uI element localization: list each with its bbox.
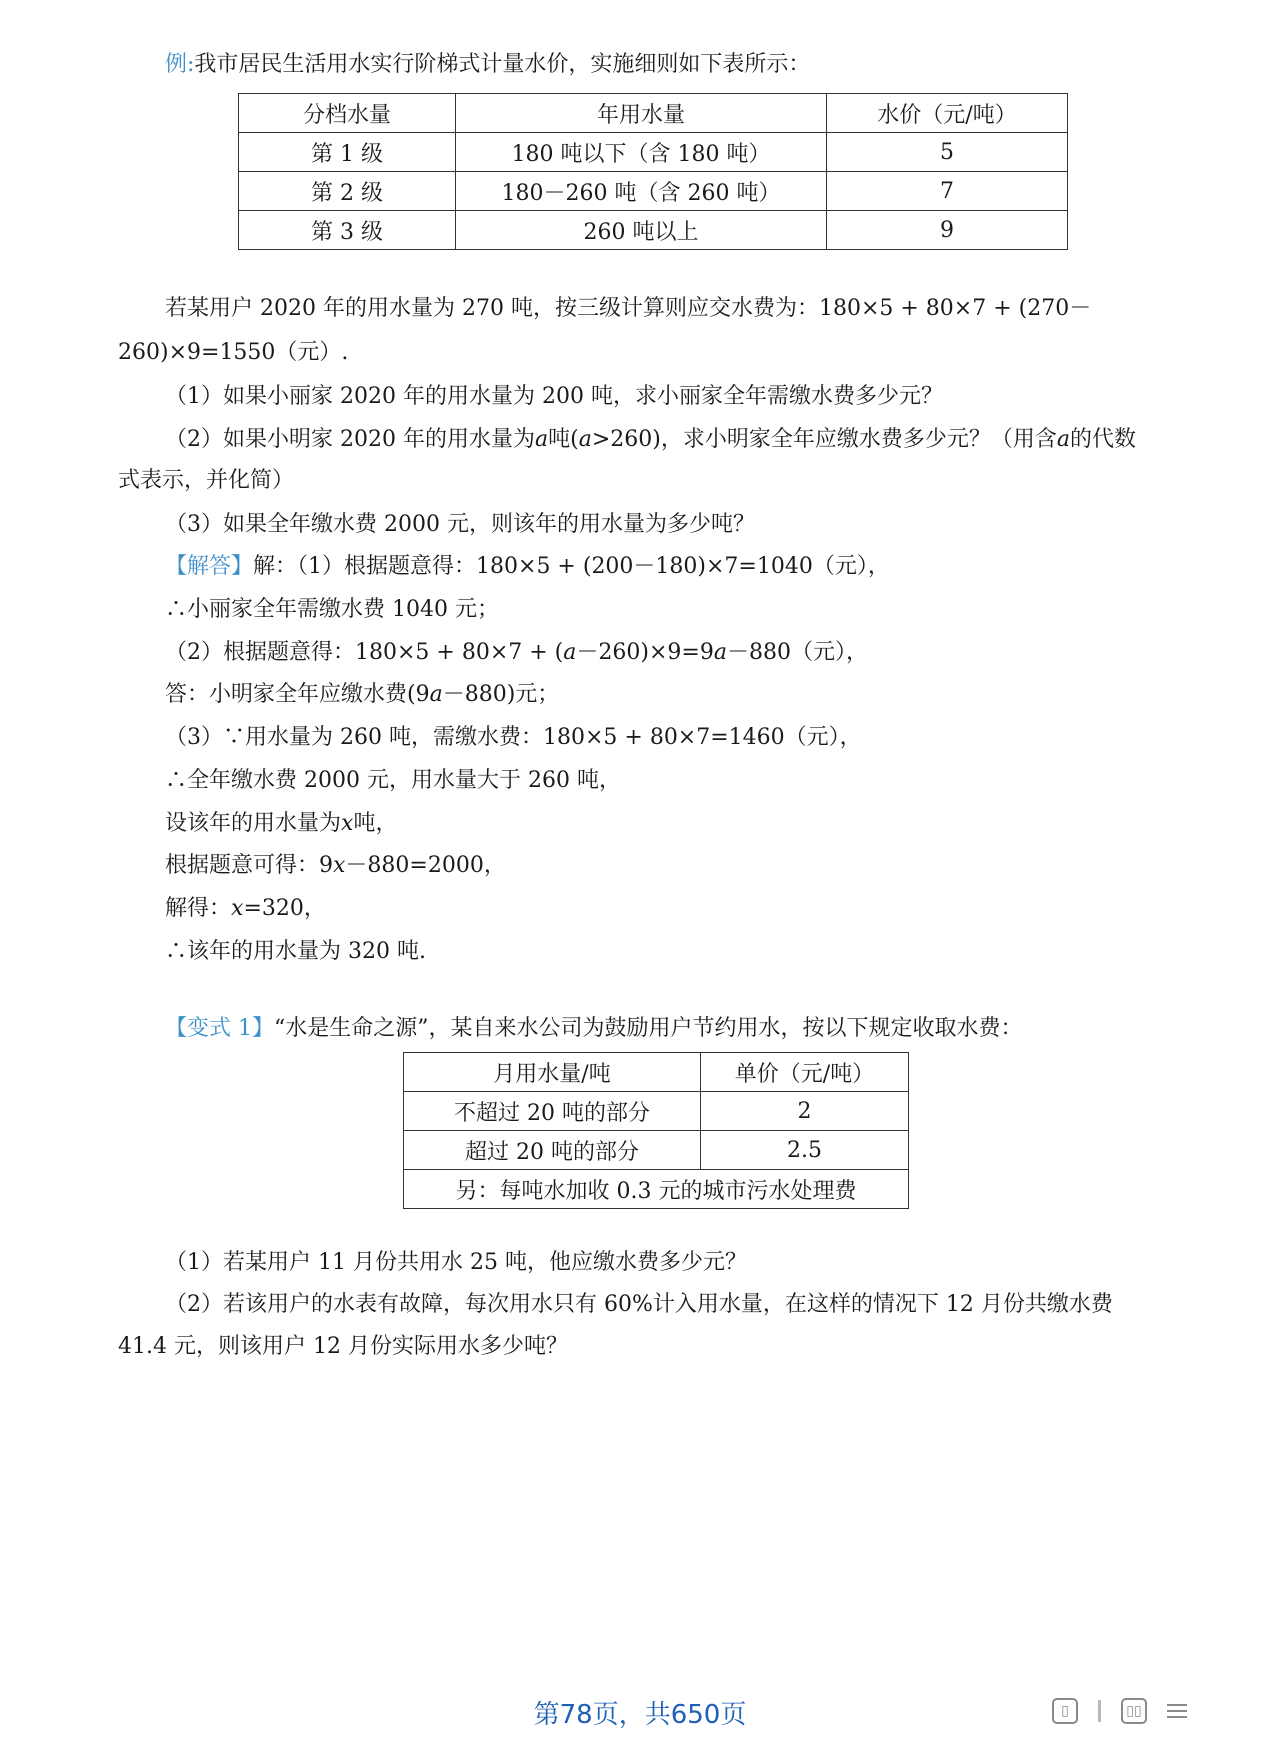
question-1: （1）如果小丽家 2020 年的用水量为 200 吨，求小丽家全年需缴水费多少元？: [165, 384, 943, 409]
question-3: （3）如果全年缴水费 2000 元，则该年的用水量为多少吨？: [165, 512, 755, 537]
table-cell: 260 吨以上: [456, 211, 827, 250]
table-header-cell: 单价（元/吨）: [701, 1053, 909, 1092]
answer-line-9: 解得：x=320，: [165, 896, 326, 921]
page-divider-icon: [1098, 1700, 1101, 1722]
answer-line-3: （2）根据题意得：180×5 + 80×7 + (a－260)×9=9a－880（元），: [165, 640, 868, 665]
variant-label: 【变式 1】: [165, 1016, 274, 1041]
example-paragraph: 若某用户 2020 年的用水量为 270 吨，按三级计算则应交水费为：180×5 + 80×7 + (270－: [165, 296, 1092, 321]
table-cell: 7: [827, 172, 1068, 211]
table-row: [404, 1131, 909, 1170]
single-page-icon[interactable]: ▯: [1052, 1698, 1078, 1724]
answer-line-5: （3）∵用水量为 260 吨，需缴水费：180×5 + 80×7=1460（元），: [165, 725, 862, 750]
page-indicator: 第78页，共650页: [533, 1699, 747, 1730]
table-cell: 9: [827, 211, 1068, 250]
table-cell: 5: [827, 133, 1068, 172]
variant-question-1: （1）若某用户 11 月份共用水 25 吨，他应缴水费多少元？: [165, 1250, 747, 1275]
variant-question-2-cont: 41.4 元，则该用户 12 月份实际用水多少吨？: [118, 1334, 568, 1359]
table-row: [239, 133, 1068, 172]
question-2-cont: 式表示，并化简）: [118, 468, 295, 493]
answer-label: 【解答】: [165, 554, 254, 579]
table-header-row: [239, 94, 1068, 133]
answer-line-4: 答：小明家全年应缴水费(9a－880)元；: [165, 682, 560, 707]
table-header-row: [404, 1053, 909, 1092]
table-cell: 2: [701, 1092, 909, 1131]
table-cell: 第 2 级: [239, 172, 456, 211]
question-2: （2）如果小明家 2020 年的用水量为a吨(a>260)，求小明家全年应缴水费多少元？（用含a的代数: [165, 427, 1136, 452]
table-row: [404, 1092, 909, 1131]
table-cell: 不超过 20 吨的部分: [404, 1092, 701, 1131]
variant-question-2: （2）若该用户的水表有故障，每次用水只有 60%计入用水量，在这样的情况下 12 月份共缴水费: [165, 1292, 1113, 1317]
table-row: [239, 211, 1068, 250]
table-row: [239, 172, 1068, 211]
variant-intro: 【变式 1】“水是生命之源”，某自来水公司为鼓励用户节约用水，按以下规定收取水费：: [165, 1016, 1023, 1041]
table-cell: 180－260 吨（含 260 吨）: [456, 172, 827, 211]
answer-line-1: 【解答】解：（1）根据题意得：180×5 + (200－180)×7=1040（元），: [165, 554, 890, 579]
example-paragraph-cont: 260)×9=1550（元）.: [118, 340, 349, 365]
table-note-cell: 另：每吨水加收 0.3 元的城市污水处理费: [404, 1170, 909, 1209]
table-header-cell: 水价（元/吨）: [827, 94, 1068, 133]
table-cell: 第 1 级: [239, 133, 456, 172]
answer-line-8: 根据题意可得：9x－880=2000，: [165, 853, 506, 878]
table-cell: 第 3 级: [239, 211, 456, 250]
table-header-cell: 分档水量: [239, 94, 456, 133]
table-row: [404, 1170, 909, 1209]
example-intro: 例:我市居民生活用水实行阶梯式计量水价，实施细则如下表所示：: [165, 52, 811, 77]
example-label: 例:: [165, 52, 195, 77]
table-header-cell: 月用水量/吨: [404, 1053, 701, 1092]
double-page-icon[interactable]: ▯▯: [1121, 1698, 1147, 1724]
answer-line-6: ∴全年缴水费 2000 元，用水量大于 260 吨，: [165, 768, 621, 793]
table-cell: 180 吨以下（含 180 吨）: [456, 133, 827, 172]
menu-lines-icon[interactable]: [1167, 1704, 1187, 1718]
table-cell: 超过 20 吨的部分: [404, 1131, 701, 1170]
viewer-toolbar: [1052, 1694, 1262, 1728]
table-cell: 2.5: [701, 1131, 909, 1170]
monthly-price-table: [403, 1052, 909, 1209]
tier-price-table: [238, 93, 1068, 250]
answer-line-2: ∴小丽家全年需缴水费 1040 元；: [165, 597, 499, 622]
answer-line-7: 设该年的用水量为x吨，: [165, 811, 398, 836]
table-header-cell: 年用水量: [456, 94, 827, 133]
answer-line-10: ∴该年的用水量为 320 吨.: [165, 939, 426, 964]
